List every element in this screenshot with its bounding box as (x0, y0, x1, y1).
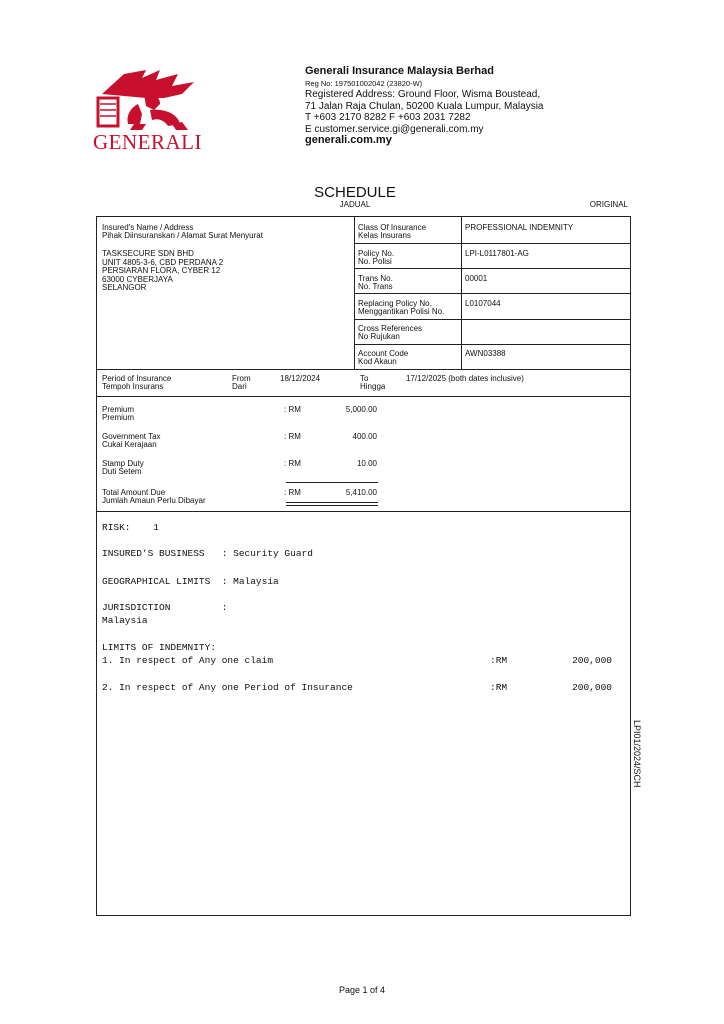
document-title: SCHEDULE (314, 184, 396, 201)
premium-label-malay: Premium (102, 413, 135, 422)
premium-currency: : RM (284, 405, 301, 414)
class-value: PROFESSIONAL INDEMNITY (465, 223, 574, 232)
insured-business-line: INSURED’S BUSINESS : Security Guard (102, 548, 313, 559)
trans-value: 00001 (465, 274, 488, 283)
jurisdiction-value: Malaysia (102, 615, 148, 626)
total-label: Total Amount Due (102, 488, 166, 497)
class-label: Class Of Insurance (358, 223, 427, 232)
premium-amount: 5,000.00 (345, 405, 377, 414)
company-email: E customer.service.gi@generali.com.my (305, 123, 484, 135)
company-name: Generali Insurance Malaysia Berhad (305, 65, 494, 77)
company-address-line2: 71 Jalan Raja Chulan, 50200 Kuala Lumpur, Malaysia (305, 100, 544, 112)
limit-item-text: 1. In respect of Any one claim (102, 655, 274, 666)
company-reg-no: Reg No: 197501002042 (23820-W) (305, 78, 423, 88)
side-form-code: LPI01/2024/SCH (632, 720, 642, 788)
tax-label-malay: Cukai Kerajaan (102, 440, 157, 449)
cross-label-malay: No Rujukan (358, 332, 400, 341)
period-label-malay: Tempoh Insurans (102, 382, 164, 391)
trans-label: Trans No. (358, 274, 393, 283)
jurisdiction-line: JURISDICTION : (102, 602, 228, 613)
class-label-malay: Kelas Insurans (358, 231, 411, 240)
policy-label: Policy No. (358, 249, 395, 258)
total-label-malay: Jumlah Amaun Perlu Dibayar (102, 496, 206, 505)
insured-address: TASKSECURE SDN BHD UNIT 4805-3-6, CBD PERDANA 2 PERSIARAN FLORA, CYBER 12 63000 CYBERJAYA SELANGOR (102, 249, 224, 292)
period-label: Period of Insurance (102, 374, 172, 383)
limit-item-currency: :RM (490, 655, 508, 666)
divider-risk-top (96, 511, 631, 512)
limit-item-currency: :RM (490, 682, 508, 693)
divider-policy-row4 (354, 319, 631, 320)
divider-period-top (96, 369, 631, 370)
divider-policy-row5 (354, 344, 631, 345)
page-number: Page 1 of 4 (338, 985, 386, 995)
trans-label-malay: No. Trans (358, 282, 393, 291)
limit-item-amount: 200,000 (572, 682, 612, 693)
from-label-malay: Dari (232, 382, 247, 391)
from-value: 18/12/2024 (280, 374, 321, 383)
stamp-currency: : RM (284, 459, 301, 468)
account-value: AWN03388 (465, 349, 506, 358)
stamp-amount: 10.00 (356, 459, 377, 468)
company-info (305, 66, 544, 147)
from-label: From (232, 374, 251, 383)
company-address-line1: Registered Address: Ground Floor, Wisma Boustead, (305, 89, 541, 100)
limit-item-text: 2. In respect of Any one Period of Insurance (102, 682, 353, 693)
to-label-malay: Hingga (360, 382, 386, 391)
replacing-label: Replacing Policy No. (358, 299, 432, 308)
tax-label: Government Tax (102, 432, 161, 441)
divider-policy-row1 (354, 243, 631, 244)
replacing-label-malay: Menggantikan Polisi No. (358, 307, 445, 316)
company-website: generali.com.my (305, 134, 392, 146)
account-label: Account Code (358, 349, 409, 358)
risk-line: RISK: 1 (102, 522, 160, 533)
schedule-box (96, 216, 631, 916)
divider-policy-row3 (354, 293, 631, 294)
document-subtitle: JADUAL (339, 200, 371, 209)
to-value: 17/12/2025 (both dates inclusive) (406, 374, 524, 383)
policy-value: LPI-L0117801-AG (465, 249, 529, 258)
copy-type: ORIGINAL (589, 200, 628, 209)
premium-label: Premium (102, 405, 135, 414)
total-rule-1 (286, 502, 378, 503)
stamp-label: Stamp Duty (102, 459, 144, 468)
insured-label: Insured's Name / Address (102, 223, 194, 232)
policy-label-malay: No. Polisi (358, 257, 392, 266)
to-label: To (360, 374, 369, 383)
subtotal-rule (286, 482, 378, 483)
total-currency: : RM (284, 488, 301, 497)
logo-wordmark: GENERALI (93, 130, 202, 154)
tax-amount: 400.00 (352, 432, 377, 441)
total-amount: 5,410.00 (345, 488, 377, 497)
insured-label-malay: Pihak Diinsuranskan / Alamat Surat Menyurat (102, 231, 263, 240)
replacing-value: L0107044 (465, 299, 501, 308)
account-label-malay: Kod Akaun (358, 357, 397, 366)
total-rule-2 (286, 505, 378, 506)
limit-item-amount: 200,000 (572, 655, 612, 666)
divider-premium-top (96, 396, 631, 397)
stamp-label-malay: Duti Setem (102, 467, 142, 476)
geographical-limits-line: GEOGRAPHICAL LIMITS : Malaysia (102, 576, 279, 587)
limits-title: LIMITS OF INDEMNITY: (102, 642, 217, 653)
divider-policy-row2 (354, 268, 631, 269)
tax-currency: : RM (284, 432, 301, 441)
company-phone: T +603 2170 8282 F +603 2031 7282 (305, 112, 471, 123)
cross-label: Cross References (358, 324, 423, 333)
